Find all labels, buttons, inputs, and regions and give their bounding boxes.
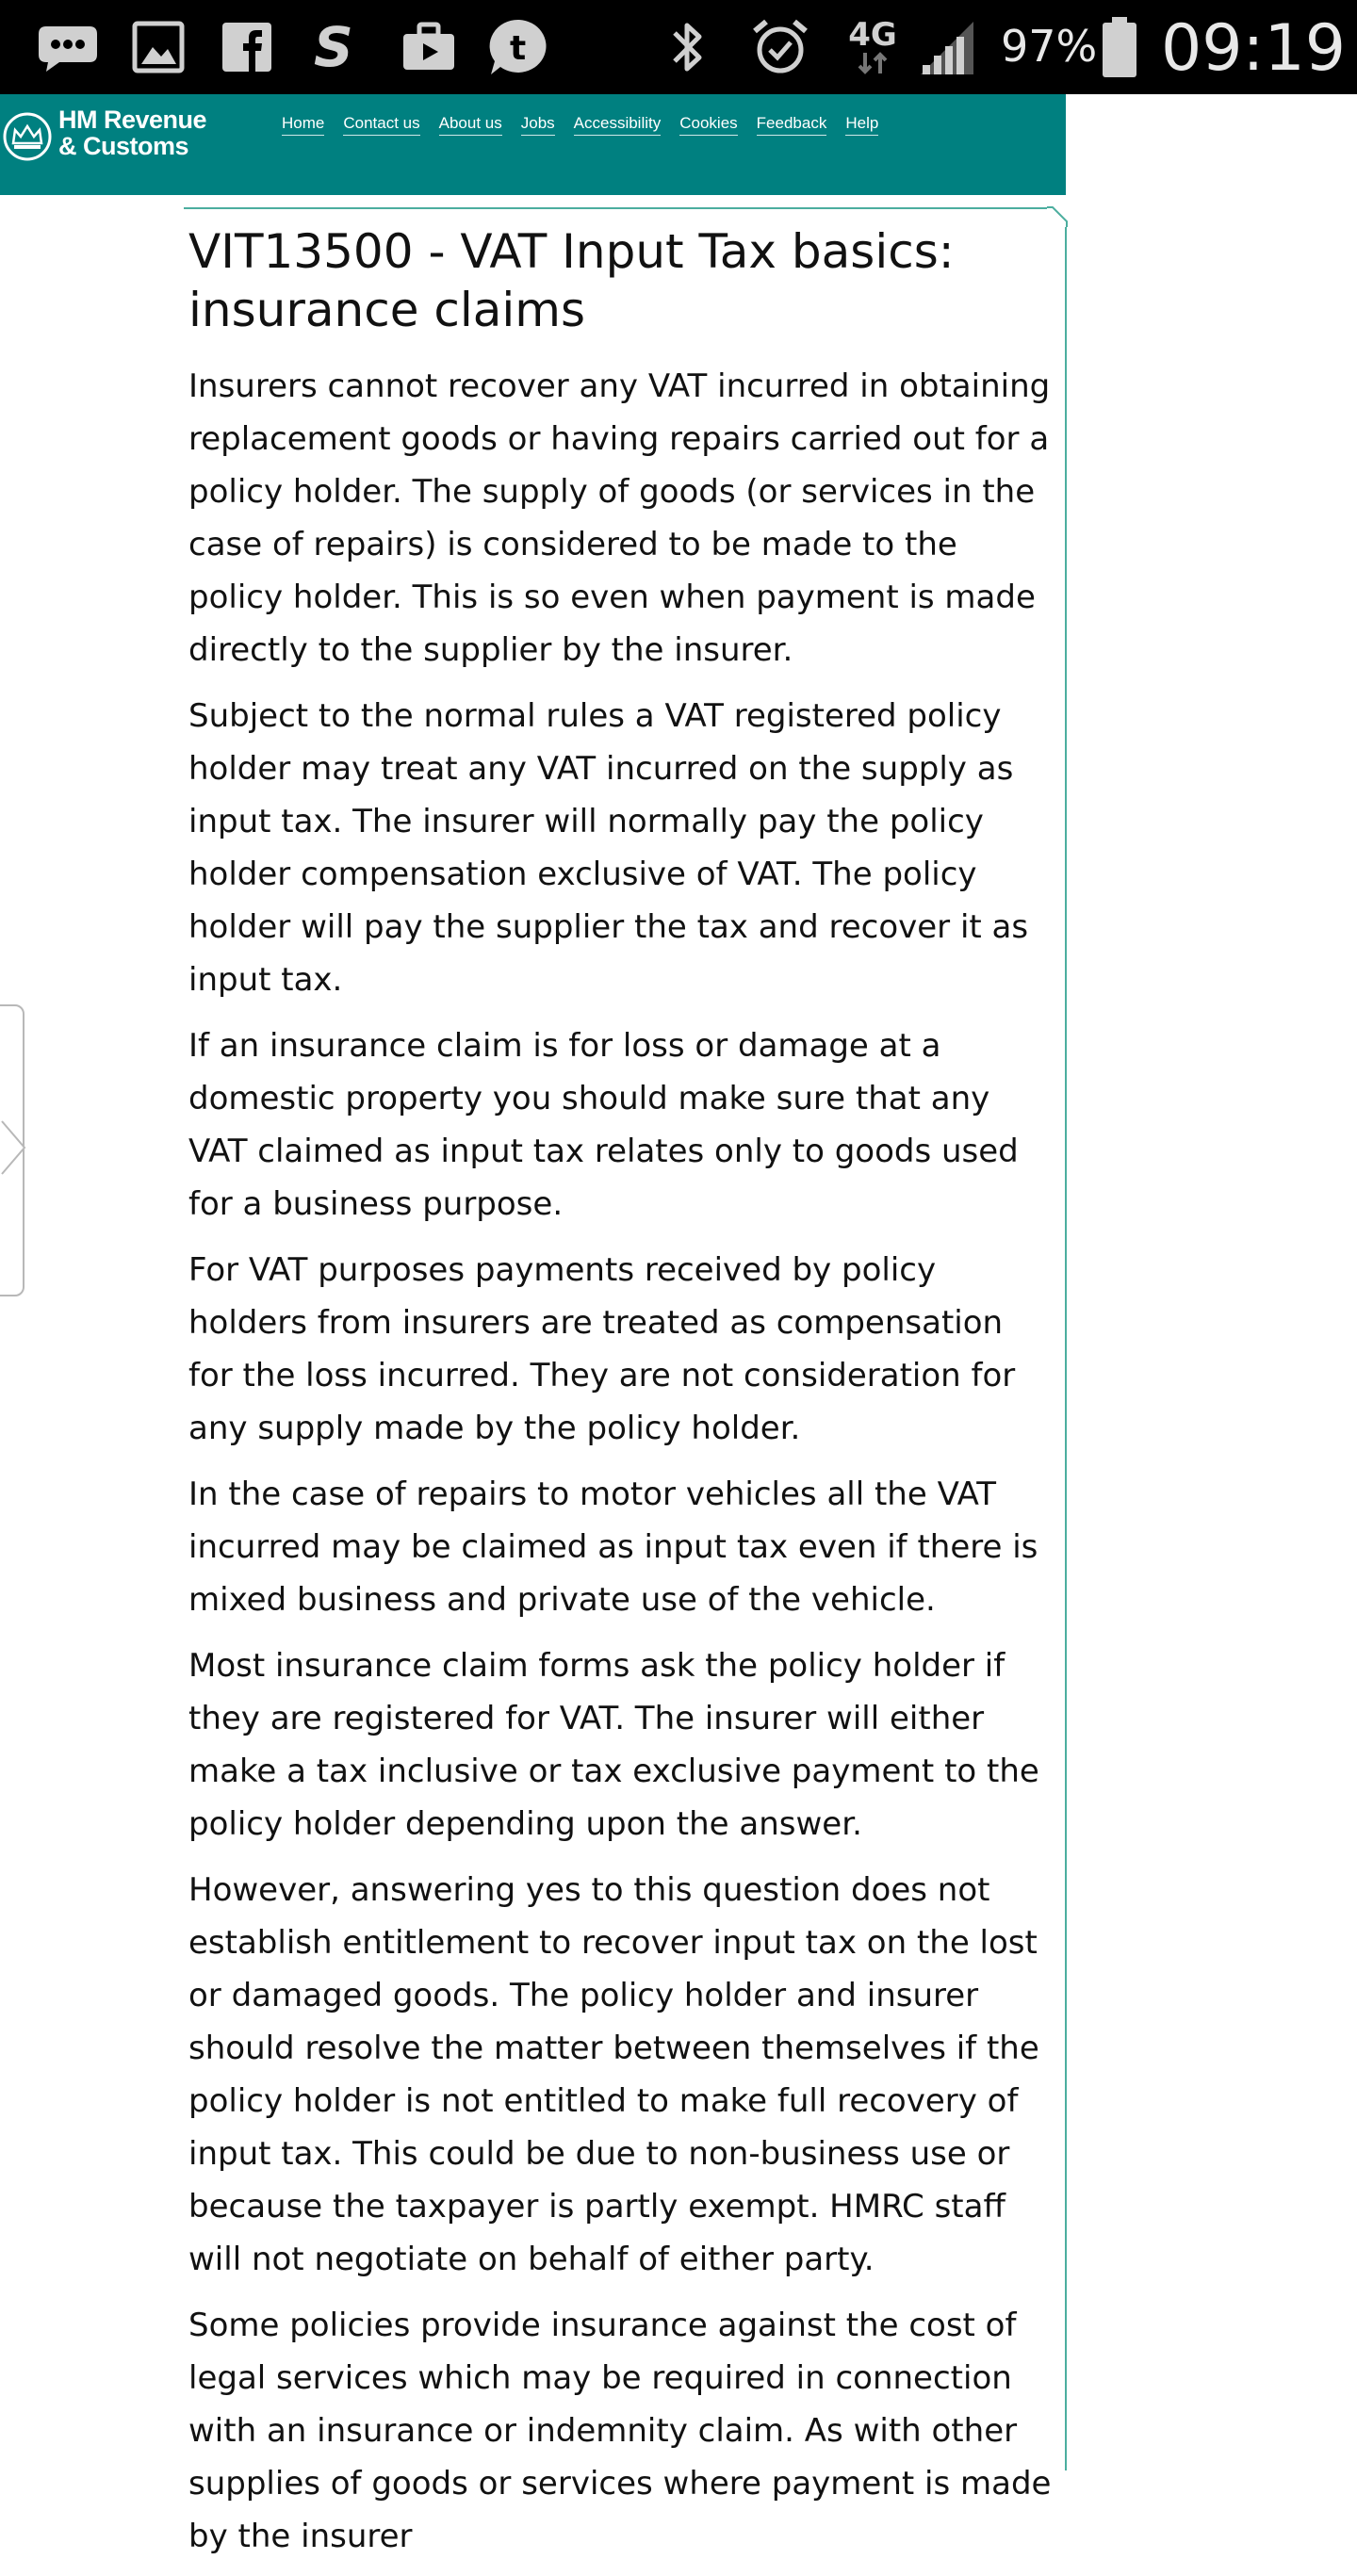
gallery-icon bbox=[130, 17, 187, 77]
tumblr-icon bbox=[486, 17, 552, 77]
nav-help[interactable]: Help bbox=[845, 113, 878, 136]
nav-jobs[interactable]: Jobs bbox=[521, 113, 555, 136]
nav-about-us[interactable]: About us bbox=[439, 113, 502, 136]
nav-cookies[interactable]: Cookies bbox=[679, 113, 737, 136]
logo-text-line2: & Customs bbox=[58, 132, 189, 160]
hmrc-logo[interactable] bbox=[0, 106, 217, 162]
skype-icon bbox=[307, 17, 369, 77]
nav-contact-us[interactable]: Contact us bbox=[343, 113, 419, 136]
status-bar bbox=[0, 0, 1357, 94]
page-title: VIT13500 - VAT Input Tax basics: insurance claims bbox=[188, 224, 955, 337]
article-paragraph: In the case of repairs to motor vehicles all the VAT incurred may be claimed as input tax even if there is mixed business and private use of the vehicle. bbox=[188, 1475, 1038, 1619]
nav-feedback[interactable]: Feedback bbox=[757, 113, 827, 136]
main-nav bbox=[282, 113, 897, 136]
article-paragraph: If an insurance claim is for loss or damage at a domestic property you should make sure that any VAT claimed as input tax relates only to goods used for a business purpose. bbox=[188, 1027, 1019, 1223]
article-paragraph: Most insurance claim forms ask the policy holder if they are registered for VAT. The insurer will either make a tax inclusive or tax exclusive payment to the policy holder depending upon the answer. bbox=[188, 1647, 1039, 1843]
svg-text:t: t bbox=[510, 29, 527, 68]
article bbox=[188, 222, 1055, 2576]
nav-home[interactable]: Home bbox=[282, 113, 324, 136]
svg-text:S: S bbox=[314, 21, 353, 73]
briefcase-icon bbox=[400, 17, 458, 77]
messages-icon bbox=[34, 17, 102, 77]
logo-text-line1: HM Revenue bbox=[58, 106, 207, 134]
article-paragraph: Subject to the normal rules a VAT registered policy holder may treat any VAT incurred on the supply as input tax. The insurer will normally pay the policy holder compensation exclusive of VAT. The policy holder will pay the supplier the tax and recover it as input tax. bbox=[188, 697, 1029, 999]
nav-accessibility[interactable]: Accessibility bbox=[574, 113, 662, 136]
facebook-icon bbox=[219, 17, 275, 77]
site-header bbox=[0, 94, 1066, 195]
battery-icon bbox=[1099, 17, 1140, 77]
chevron-right-icon bbox=[0, 1119, 28, 1176]
article-paragraph: For VAT purposes payments received by policy holders from insurers are treated as compensation for the loss incurred. They are not consideration for any supply made by the policy holder. bbox=[188, 1251, 1016, 1447]
side-drawer-handle[interactable] bbox=[0, 1004, 25, 1296]
crown-crest-icon bbox=[2, 111, 53, 162]
alarm-icon bbox=[750, 17, 810, 77]
article-paragraph: However, answering yes to this question does not establish entitlement to recover input tax on the lost or damaged goods. The policy holder and insurer should resolve the matter between themselves if the policy holder is not entitled to make full recovery of input tax. This could be due to non-business use or because the taxpayer is partly exempt. HMRC staff will not negotiate on behalf of either party. bbox=[188, 1871, 1039, 2278]
signal-icon bbox=[916, 17, 978, 77]
bluetooth-icon bbox=[662, 17, 714, 77]
clock: 09:19 bbox=[1161, 11, 1346, 86]
battery-percentage: 97% bbox=[1001, 21, 1098, 72]
article-paragraph: Insurers cannot recover any VAT incurred in obtaining replacement goods or having repairs carried out for a policy holder. The supply of goods (or services in the case of repairs) is considered to be made to the policy holder. This is so even when payment is made directly to the supplier by the insurer. bbox=[188, 367, 1051, 669]
article-paragraph: Some policies provide insurance against the cost of legal services which may be required in connection with an insurance or indemnity claim. As with other supplies of goods or services where payment is made by the insurer bbox=[188, 2307, 1052, 2555]
network-4g-icon: 4G bbox=[844, 17, 901, 77]
